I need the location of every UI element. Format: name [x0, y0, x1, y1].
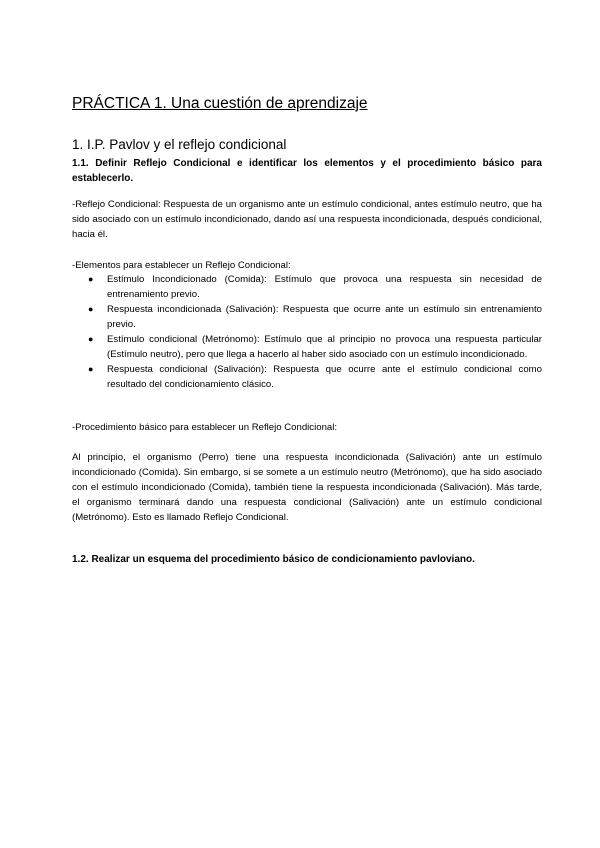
elements-list — [72, 272, 542, 392]
list-item — [72, 362, 542, 392]
list-item-text: Estímulo Incondicionado (Comida): Estímulo que provoca una respuesta sin necesidad de entrenamiento previo. — [107, 274, 542, 300]
definition-paragraph: -Reflejo Condicional: Respuesta de un organismo ante un estímulo condicional, antes estímulo neutro, que ha sido asociado con un estímulo incondicionado, dando así una respuesta incondicionada, después condicional, hacia él. — [72, 199, 542, 240]
elements-intro: -Elementos para establecer un Reflejo Condicional: — [72, 260, 291, 271]
bullet-icon: ● — [88, 274, 94, 284]
list-item — [72, 302, 542, 332]
question-1-1: 1.1. Definir Reflejo Condicional e identificar los elementos y el procedimiento básico para establecerlo. — [72, 158, 542, 184]
procedure-intro: -Procedimiento básico para establecer un Reflejo Condicional: — [72, 422, 338, 433]
list-item — [72, 332, 542, 362]
list-item — [72, 272, 542, 302]
list-item-text: Estímulo condicional (Metrónomo): Estímulo que al principio no provoca una respuesta particular (Estímulo neutro), pero que llega a hacerlo al haber sido asociado con un estímulo incondicionado. — [107, 334, 542, 360]
section-title: 1. I.P. Pavlov y el reflejo condicional — [72, 137, 287, 152]
list-item-text: Respuesta incondicionada (Salivación): Respuesta que ocurre ante un estímulo sin entrenamiento previo. — [107, 304, 542, 330]
question-1-2: 1.2. Realizar un esquema del procedimiento básico de condicionamiento pavloviano. — [72, 554, 475, 565]
procedure-paragraph: Al principio, el organismo (Perro) tiene una respuesta incondicionada (Salivación) ante un estímulo incondicionado (Comida). Sin embargo, si se somete a un estímulo neutro (Metrónomo), que ha sido asociado con el estímulo incondicionado (Comida), también tiene la respuesta incondicionada (Salivación). Más tarde, el organismo terminará dando una respuesta condicional (Salivación) ante un estímulo condicional (Metrónomo). Esto es llamado Reflejo Condicional. — [72, 452, 542, 523]
list-item-text: Respuesta condicional (Salivación): Respuesta que ocurre ante el estímulo condicional como resultado del condicionamiento clásico. — [107, 364, 542, 390]
bullet-icon: ● — [88, 334, 94, 344]
bullet-icon: ● — [88, 364, 94, 374]
document-title: PRÁCTICA 1. Una cuestión de aprendizaje — [72, 95, 368, 112]
bullet-icon: ● — [88, 304, 94, 314]
